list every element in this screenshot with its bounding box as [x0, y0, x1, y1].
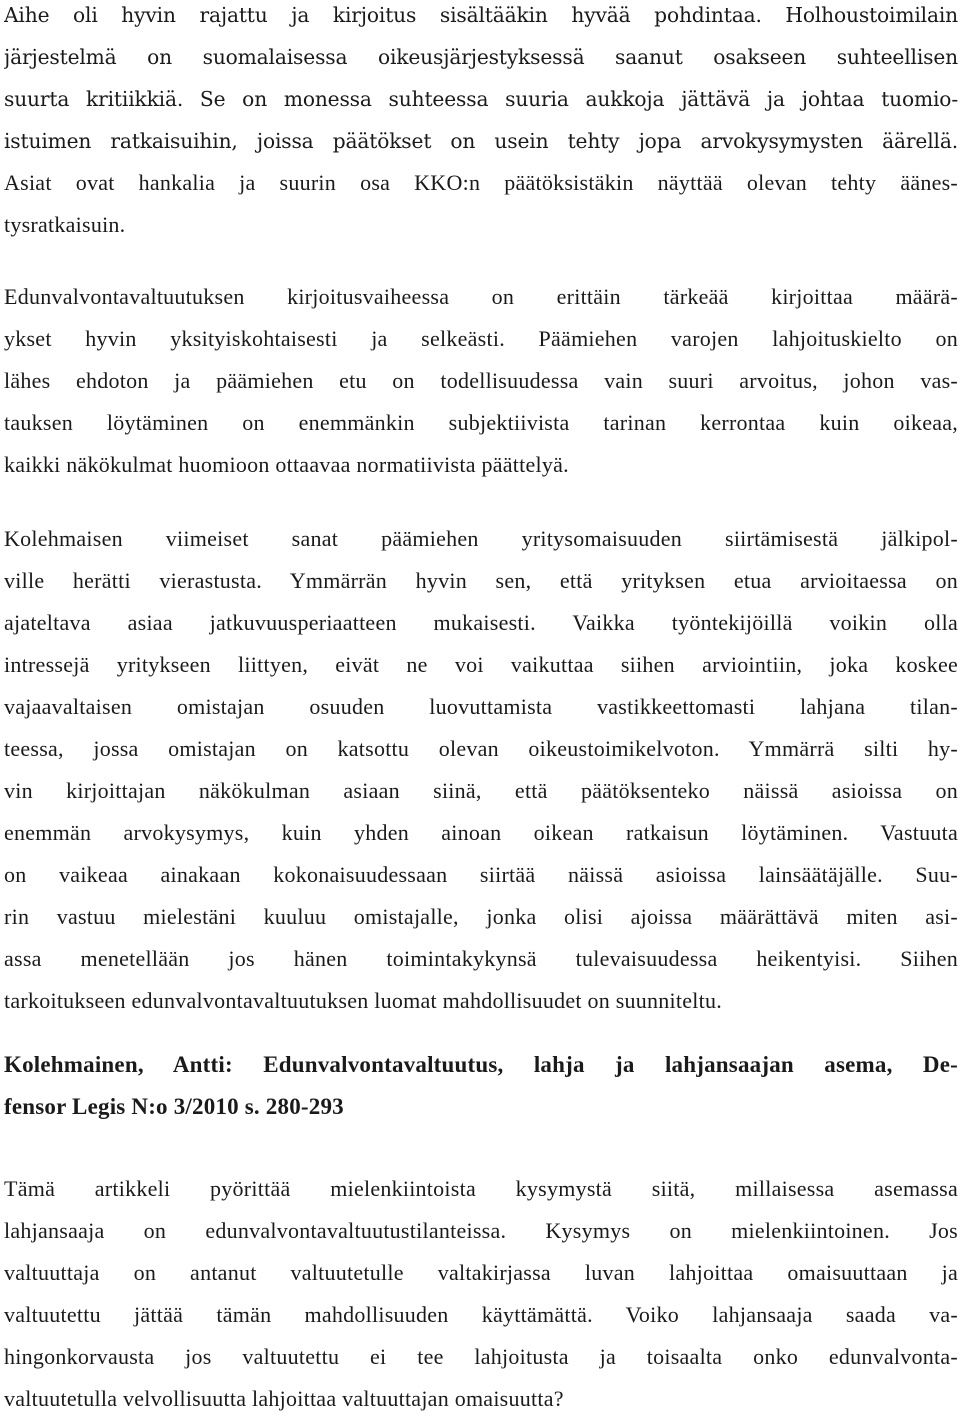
- heading-line: Kolehmainen, Antti: Edunvalvontavaltuutus, lahja ja lahjansaajan asema, De-: [4, 1052, 958, 1077]
- text-line: on vaikeaa ainakaan kokonaisuudessaan siirtää näissä asioissa lainsäätäjälle. Suu-: [4, 862, 958, 887]
- text-line: Aihe oli hyvin rajattu ja kirjoitus sisältääkin hyvää pohdintaa. Holhoustoimilain: [4, 3, 958, 27]
- text-line: Asiat ovat hankalia ja suurin osa KKO:n päätöksistäkin näyttää olevan tehty äänes-: [4, 170, 958, 195]
- text-line: lahjansaaja on edunvalvontavaltuutustilanteissa. Kysymys on mielenkiintoinen. Jos: [4, 1218, 958, 1243]
- text-line: vin kirjoittajan näkökulman asiaan siinä, että päätöksenteko näissä asioissa on: [4, 778, 958, 803]
- text-line: ykset hyvin yksityiskohtaisesti ja selkeästi. Päämiehen varojen lahjoituskielto on: [4, 326, 958, 351]
- text-line: Kolehmaisen viimeiset sanat päämiehen yritysomaisuuden siirtämisestä jälkipol-: [4, 526, 958, 551]
- text-line: intressejä yritykseen liittyen, eivät ne voi vaikuttaa siihen arviointiin, joka koskee: [4, 652, 958, 677]
- text-line: rin vastuu mielestäni kuuluu omistajalle, jonka olisi ajoissa määrättävä miten asi-: [4, 904, 958, 929]
- text-line: assa menetellään jos hänen toimintakykynsä tulevaisuudessa heikentyisi. Siihen: [4, 946, 958, 971]
- text-line: hingonkorvausta jos valtuutettu ei tee lahjoitusta ja toisaalta onko edunvalvonta-: [4, 1344, 958, 1369]
- article-reference-heading: [4, 1044, 958, 1128]
- text-line: valtuutettu jättää tämän mahdollisuuden käyttämättä. Voiko lahjansaaja saada va-: [4, 1302, 958, 1327]
- text-line: teessa, jossa omistajan on katsottu olevan oikeustoimikelvoton. Ymmärrä silti hy-: [4, 736, 958, 761]
- text-line: tysratkaisuin.: [4, 212, 126, 237]
- text-line: tauksen löytäminen on enemmänkin subjektiivista tarinan kerrontaa kuin oikeaa,: [4, 410, 958, 435]
- paragraph-business-assets: [4, 518, 958, 1022]
- text-line: lähes ehdoton ja päämiehen etu on todellisuudessa vain suuri arvoitus, johon vas-: [4, 368, 958, 393]
- text-line: tarkoitukseen edunvalvontavaltuutuksen luomat mahdollisuudet on suunniteltu.: [4, 988, 722, 1013]
- paragraph-drafting-stage: [4, 276, 958, 486]
- text-line: valtuutetulla velvollisuutta lahjoittaa valtuuttajan omaisuutta?: [4, 1386, 564, 1411]
- heading-line: fensor Legis N:o 3/2010 s. 280-293: [4, 1094, 344, 1119]
- paragraph-article-summary: [4, 1168, 958, 1420]
- text-line: valtuuttaja on antanut valtuutetulle valtakirjassa luvan lahjoittaa omaisuuttaan ja: [4, 1260, 958, 1285]
- paragraph-review-intro: [4, 0, 958, 246]
- text-line: enemmän arvokysymys, kuin yhden ainoan oikean ratkaisun löytäminen. Vastuuta: [4, 820, 958, 845]
- text-line: suurta kritiikkiä. Se on monessa suhteessa suuria aukkoja jättävä ja johtaa tuomio-: [4, 87, 958, 111]
- text-line: Edunvalvontavaltuutuksen kirjoitusvaiheessa on erittäin tärkeää kirjoittaa määrä-: [4, 284, 958, 309]
- text-line: kaikki näkökulmat huomioon ottaavaa normatiivista päättelyä.: [4, 452, 569, 477]
- text-line: järjestelmä on suomalaisessa oikeusjärjestyksessä saanut osakseen suhteellisen: [4, 45, 958, 69]
- text-line: vajaavaltaisen omistajan osuuden luovuttamista vastikkeettomasti lahjana tilan-: [4, 694, 958, 719]
- text-line: Tämä artikkeli pyörittää mielenkiintoista kysymystä siitä, millaisessa asemassa: [4, 1176, 958, 1201]
- text-line: ajateltava asiaa jatkuvuusperiaatteen mukaisesti. Vaikka työntekijöillä voikin olla: [4, 610, 958, 635]
- text-line: ville herätti vierastusta. Ymmärrän hyvin sen, että yrityksen etua arvioitaessa on: [4, 568, 958, 593]
- text-line: istuimen ratkaisuihin, joissa päätökset on usein tehty jopa arvokysymysten äärellä.: [4, 129, 958, 153]
